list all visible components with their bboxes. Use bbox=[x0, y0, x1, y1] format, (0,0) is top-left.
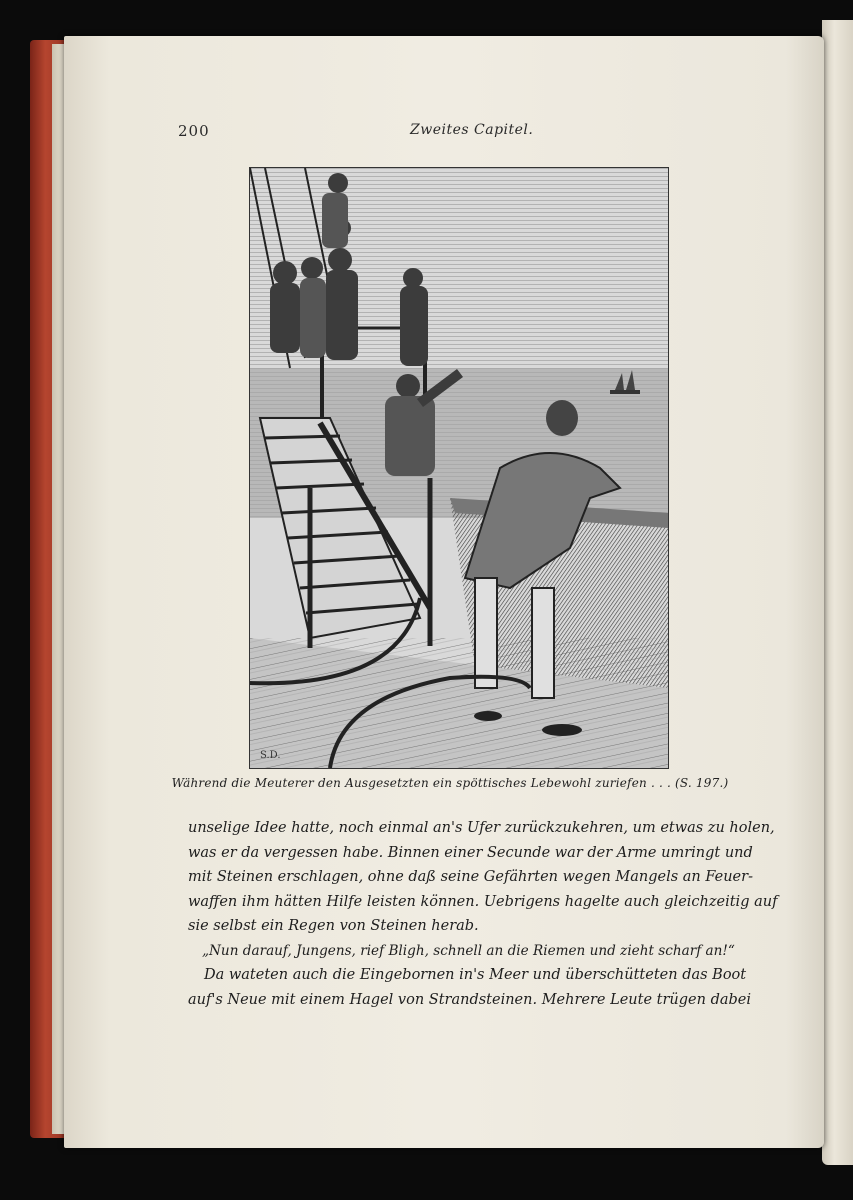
text-line: was er da vergessen habe. Binnen einer Secunde war der Arme umringt und bbox=[188, 844, 753, 861]
text-line: mit Steinen erschlagen, ohne daß seine Gefährten wegen Mangels an Feuer- bbox=[188, 869, 753, 885]
text-line: Da wateten auch die Eingebornen in's Meer und überschütteten das Boot bbox=[204, 967, 747, 983]
running-head: Zweites Capitel. bbox=[410, 122, 534, 138]
engraver-signature: S.D. bbox=[260, 750, 281, 761]
body-text bbox=[188, 816, 778, 1012]
facing-page-edge bbox=[822, 20, 853, 1165]
engraving-illustration bbox=[249, 167, 669, 769]
text-line: „Nun darauf, Jungens, rief Bligh, schnell an die Riemen und zieht scharf an!“ bbox=[202, 942, 735, 959]
text-line: unselige Idee hatte, noch einmal an's Ufer zurückzukehren, um etwas zu holen, bbox=[188, 820, 775, 836]
text-line: auf's Neue mit einem Hagel von Strandsteinen. Mehrere Leute trügen dabei bbox=[188, 991, 751, 1008]
text-line: sie selbst ein Regen von Steinen herab. bbox=[188, 918, 479, 934]
page-number: 200 bbox=[178, 122, 210, 140]
illustration-caption: Während die Meuterer den Ausgesetzten ein spöttisches Lebewohl zuriefen . . . (S. 197.) bbox=[171, 776, 729, 790]
text-line: waffen ihm hätten Hilfe leisten können. Uebrigens hagelte auch gleichzeitig auf bbox=[188, 893, 778, 910]
